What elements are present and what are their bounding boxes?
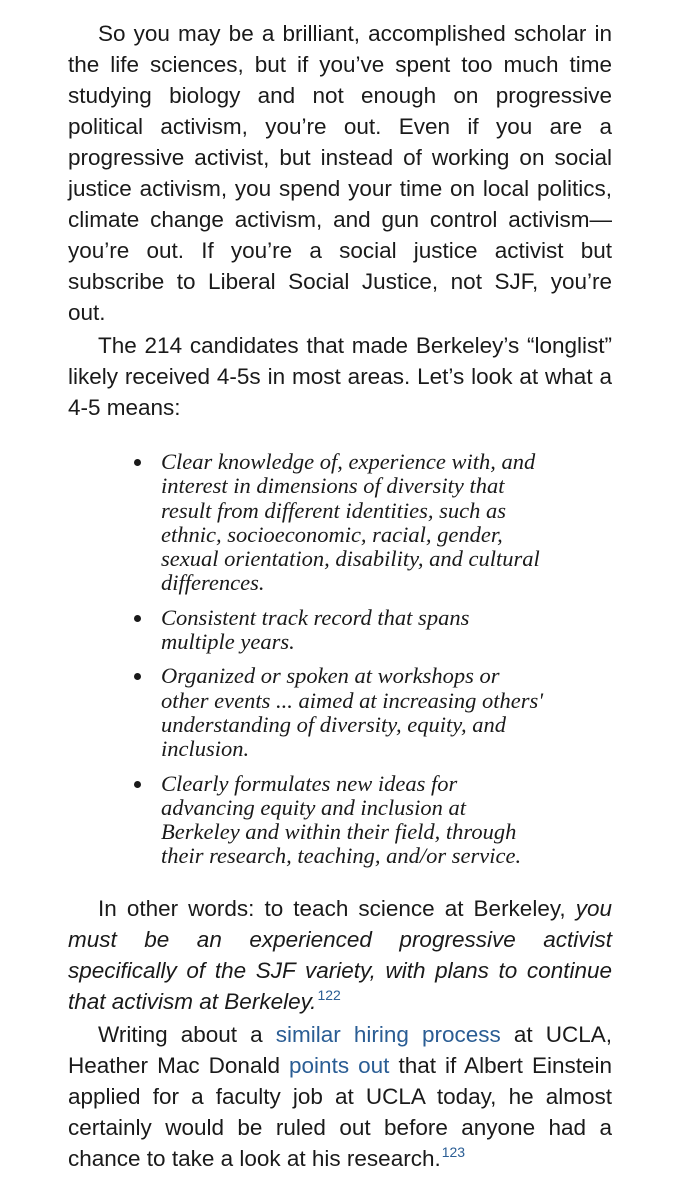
paragraph-3-emphasis: you must be an experienced progressive activist specifically of the SJF variety, with plans to continue that activism at Berkeley. — [68, 895, 612, 1014]
paragraph-1: So you may be a brilliant, accomplished scholar in the life sciences, but if you’ve spent too much time studying biology and not enough on progressive political activism, you’re out. Even if you are a progressive activist, but instead of working on social justice activism, you spend your time on local politics, climate change activism, and gun control activism—you’re out. If you’re a social justice activist but subscribe to Liberal Social Justice, not SJF, you’re out. — [68, 21, 612, 325]
criteria-list — [68, 450, 546, 869]
criteria-item: Consistent track record that spans multiple years. — [134, 606, 546, 655]
paragraph-4-text-c: that if Albert Einstein applied for a faculty job at UCLA today, he almost certainly would be ruled out before anyone had a chance to take a look at his research. — [68, 1052, 612, 1171]
points-out-link[interactable]: points out — [289, 1052, 390, 1078]
footnote-123-link[interactable]: 123 — [441, 1143, 466, 1160]
paragraph-4-text-b: at UCLA, Heather Mac Donald — [68, 1021, 613, 1078]
paragraph-2: The 214 candidates that made Berkeley’s “longlist” likely received 4-5s in most areas. Let’s look at what a 4-5 means: — [68, 333, 612, 420]
page-body — [68, 18, 612, 1174]
criteria-item: Organized or spoken at workshops or other events ... aimed at increasing others' understanding of diversity, equity, and inclusion. — [134, 664, 546, 761]
paragraph-4 — [68, 1019, 612, 1174]
paragraph-3 — [68, 893, 612, 1017]
similar-hiring-process-link[interactable]: similar hiring process — [275, 1021, 501, 1047]
paragraph-3-lead: In other words: to teach science at Berkeley, — [98, 895, 576, 921]
footnote-122-link[interactable]: 122 — [317, 986, 341, 1003]
criteria-item: Clearly formulates new ideas for advancing equity and inclusion at Berkeley and within their field, through their research, teaching, and/or service. — [134, 772, 546, 869]
criteria-item: Clear knowledge of, experience with, and interest in dimensions of diversity that result from different identities, such as ethnic, socioeconomic, racial, gender, sexual orientation, disability, and cultural differences. — [134, 450, 546, 596]
paragraph-4-text-a: Writing about a — [98, 1021, 276, 1047]
